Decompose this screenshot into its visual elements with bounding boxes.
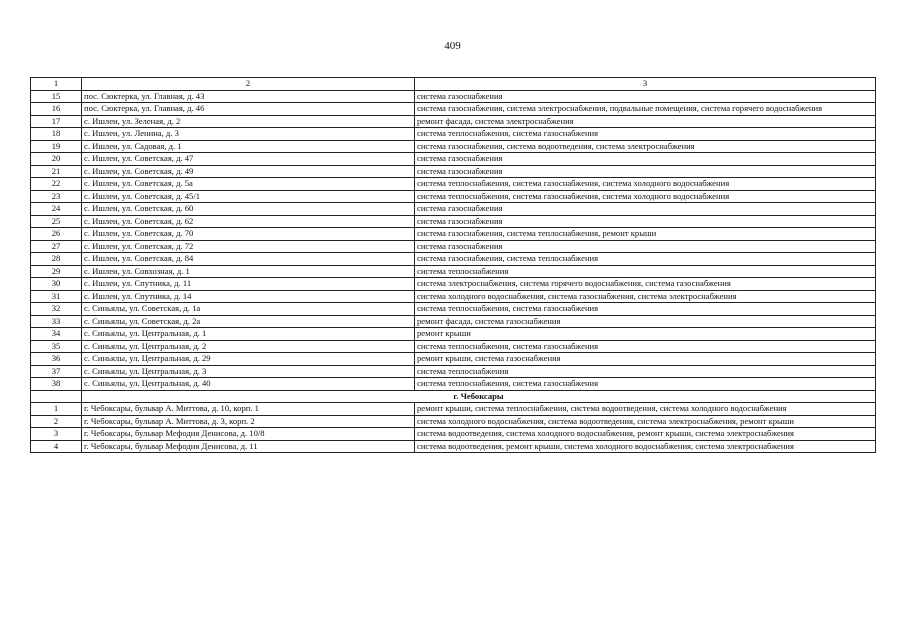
row-number: 34 bbox=[31, 328, 82, 341]
row-systems: система газоснабжения, система теплоснабжения, ремонт крыши bbox=[415, 228, 876, 241]
table-row bbox=[31, 190, 876, 203]
row-address: пос. Сюктерка, ул. Главная, д. 46 bbox=[82, 103, 415, 116]
row-number: 18 bbox=[31, 128, 82, 141]
table-row bbox=[31, 440, 876, 453]
row-systems: система теплоснабжения bbox=[415, 265, 876, 278]
table-row bbox=[31, 428, 876, 441]
row-number: 15 bbox=[31, 90, 82, 103]
row-number: 31 bbox=[31, 290, 82, 303]
table-row bbox=[31, 115, 876, 128]
row-systems: система теплоснабжения, система газоснабжения bbox=[415, 303, 876, 316]
table-row bbox=[31, 228, 876, 241]
column-header-systems: 3 bbox=[415, 78, 876, 91]
row-systems: система газоснабжения bbox=[415, 165, 876, 178]
registry-table-body bbox=[31, 78, 876, 453]
row-systems: система теплоснабжения, система газоснабжения, система холодного водоснабжения bbox=[415, 178, 876, 191]
section-row-empty-cell bbox=[31, 390, 82, 403]
table-row bbox=[31, 178, 876, 191]
row-number: 19 bbox=[31, 140, 82, 153]
row-number: 30 bbox=[31, 278, 82, 291]
row-address: с. Ишлеи, ул. Советская, д. 84 bbox=[82, 253, 415, 266]
table-row bbox=[31, 140, 876, 153]
row-address: с. Ишлеи, ул. Советская, д. 49 bbox=[82, 165, 415, 178]
row-systems: система газоснабжения bbox=[415, 153, 876, 166]
row-address: с. Синьялы, ул. Центральная, д. 29 bbox=[82, 353, 415, 366]
row-address: г. Чебоксары, бульвар Мефодия Денисова, д. 10/8 bbox=[82, 428, 415, 441]
row-number: 29 bbox=[31, 265, 82, 278]
row-systems: система теплоснабжения, система газоснабжения bbox=[415, 378, 876, 391]
row-number: 16 bbox=[31, 103, 82, 116]
row-number: 32 bbox=[31, 303, 82, 316]
row-systems: ремонт фасада, система газоснабжения bbox=[415, 315, 876, 328]
row-systems: система теплоснабжения, система газоснабжения bbox=[415, 340, 876, 353]
row-number: 21 bbox=[31, 165, 82, 178]
row-address: с. Ишлеи, ул. Советская, д. 62 bbox=[82, 215, 415, 228]
table-row bbox=[31, 253, 876, 266]
table-row bbox=[31, 128, 876, 141]
row-number: 26 bbox=[31, 228, 82, 241]
row-address: с. Синьялы, ул. Центральная, д. 2 bbox=[82, 340, 415, 353]
row-address: с. Ишлеи, ул. Садовая, д. 1 bbox=[82, 140, 415, 153]
table-row bbox=[31, 265, 876, 278]
table-row bbox=[31, 165, 876, 178]
row-address: с. Синьялы, ул. Центральная, д. 40 bbox=[82, 378, 415, 391]
row-systems: система холодного водоснабжения, система водоотведения, система электроснабжения, ремонт крыши bbox=[415, 415, 876, 428]
row-number: 4 bbox=[31, 440, 82, 453]
row-number: 36 bbox=[31, 353, 82, 366]
row-systems: система электроснабжения, система горячего водоснабжения, система газоснабжения bbox=[415, 278, 876, 291]
row-address: с. Ишлеи, ул. Советская, д. 60 bbox=[82, 203, 415, 216]
row-address: с. Ишлеи, ул. Советская, д. 45/1 bbox=[82, 190, 415, 203]
row-number: 35 bbox=[31, 340, 82, 353]
row-systems: система газоснабжения bbox=[415, 215, 876, 228]
row-number: 20 bbox=[31, 153, 82, 166]
table-row bbox=[31, 203, 876, 216]
row-systems: система газоснабжения bbox=[415, 240, 876, 253]
column-header-address: 2 bbox=[82, 78, 415, 91]
row-address: с. Синьялы, ул. Советская, д. 2а bbox=[82, 315, 415, 328]
row-number: 1 bbox=[31, 403, 82, 416]
row-systems: система газоснабжения bbox=[415, 90, 876, 103]
row-address: с. Ишлеи, ул. Ленина, д. 3 bbox=[82, 128, 415, 141]
column-header-number: 1 bbox=[31, 78, 82, 91]
row-address: с. Ишлеи, ул. Советская, д. 72 bbox=[82, 240, 415, 253]
table-row bbox=[31, 103, 876, 116]
row-number: 33 bbox=[31, 315, 82, 328]
row-number: 22 bbox=[31, 178, 82, 191]
row-systems: система теплоснабжения, система газоснабжения, система холодного водоснабжения bbox=[415, 190, 876, 203]
table-row bbox=[31, 328, 876, 341]
row-address: с. Синьялы, ул. Центральная, д. 3 bbox=[82, 365, 415, 378]
row-address: с. Ишлеи, ул. Совхозная, д. 1 bbox=[82, 265, 415, 278]
row-number: 37 bbox=[31, 365, 82, 378]
table-row bbox=[31, 240, 876, 253]
row-address: с. Синьялы, ул. Советская, д. 1а bbox=[82, 303, 415, 316]
row-systems: система газоснабжения, система теплоснабжения bbox=[415, 253, 876, 266]
row-number: 25 bbox=[31, 215, 82, 228]
row-systems: система теплоснабжения, система газоснабжения bbox=[415, 128, 876, 141]
table-row bbox=[31, 278, 876, 291]
table-row bbox=[31, 90, 876, 103]
row-address: с. Синьялы, ул. Центральная, д. 1 bbox=[82, 328, 415, 341]
row-systems: система газоснабжения, система электроснабжения, подвальные помещения, система горячего водоснабжения bbox=[415, 103, 876, 116]
table-row bbox=[31, 403, 876, 416]
row-address: г. Чебоксары, бульвар А. Миттова, д. 3, корп. 2 bbox=[82, 415, 415, 428]
row-number: 38 bbox=[31, 378, 82, 391]
row-systems: система теплоснабжения bbox=[415, 365, 876, 378]
row-systems: система водоотведения, система холодного водоснабжения, ремонт крыши, система электроснабжения bbox=[415, 428, 876, 441]
table-row bbox=[31, 153, 876, 166]
row-address: с. Ишлеи, ул. Советская, д. 70 bbox=[82, 228, 415, 241]
section-row bbox=[31, 390, 876, 403]
row-address: с. Ишлеи, ул. Советская, д. 47 bbox=[82, 153, 415, 166]
row-systems: система водоотведения, ремонт крыши, система холодного водоснабжения, система электроснабжения bbox=[415, 440, 876, 453]
table-row bbox=[31, 378, 876, 391]
row-number: 27 bbox=[31, 240, 82, 253]
row-number: 23 bbox=[31, 190, 82, 203]
row-address: пос. Сюктерка, ул. Главная, д. 43 bbox=[82, 90, 415, 103]
row-systems: ремонт крыши bbox=[415, 328, 876, 341]
table-row bbox=[31, 340, 876, 353]
row-systems: система газоснабжения bbox=[415, 203, 876, 216]
row-address: г. Чебоксары, бульвар А. Миттова, д. 10, корп. 1 bbox=[82, 403, 415, 416]
table-row bbox=[31, 290, 876, 303]
row-number: 17 bbox=[31, 115, 82, 128]
row-address: с. Ишлеи, ул. Спутника, д. 11 bbox=[82, 278, 415, 291]
table-row bbox=[31, 215, 876, 228]
column-header-row bbox=[31, 78, 876, 91]
page-number: 409 bbox=[444, 40, 461, 52]
row-systems: система холодного водоснабжения, система газоснабжения, система электроснабжения bbox=[415, 290, 876, 303]
row-number: 3 bbox=[31, 428, 82, 441]
row-number: 2 bbox=[31, 415, 82, 428]
row-number: 28 bbox=[31, 253, 82, 266]
table-row bbox=[31, 365, 876, 378]
row-address: с. Ишлеи, ул. Советская, д. 5а bbox=[82, 178, 415, 191]
row-address: г. Чебоксары, бульвар Мефодия Денисова, д. 11 bbox=[82, 440, 415, 453]
row-address: с. Ишлеи, ул. Спутника, д. 14 bbox=[82, 290, 415, 303]
row-number: 24 bbox=[31, 203, 82, 216]
table-row bbox=[31, 315, 876, 328]
row-systems: ремонт фасада, система электроснабжения bbox=[415, 115, 876, 128]
section-title: г. Чебоксары bbox=[82, 390, 876, 403]
table-row bbox=[31, 415, 876, 428]
row-systems: система газоснабжения, система водоотведения, система электроснабжения bbox=[415, 140, 876, 153]
registry-table bbox=[30, 77, 876, 453]
row-systems: ремонт крыши, система теплоснабжения, система водоотведения, система холодного водоснабжения bbox=[415, 403, 876, 416]
table-row bbox=[31, 303, 876, 316]
row-systems: ремонт крыши, система газоснабжения bbox=[415, 353, 876, 366]
row-address: с. Ишлеи, ул. Зеленая, д. 2 bbox=[82, 115, 415, 128]
table-row bbox=[31, 353, 876, 366]
